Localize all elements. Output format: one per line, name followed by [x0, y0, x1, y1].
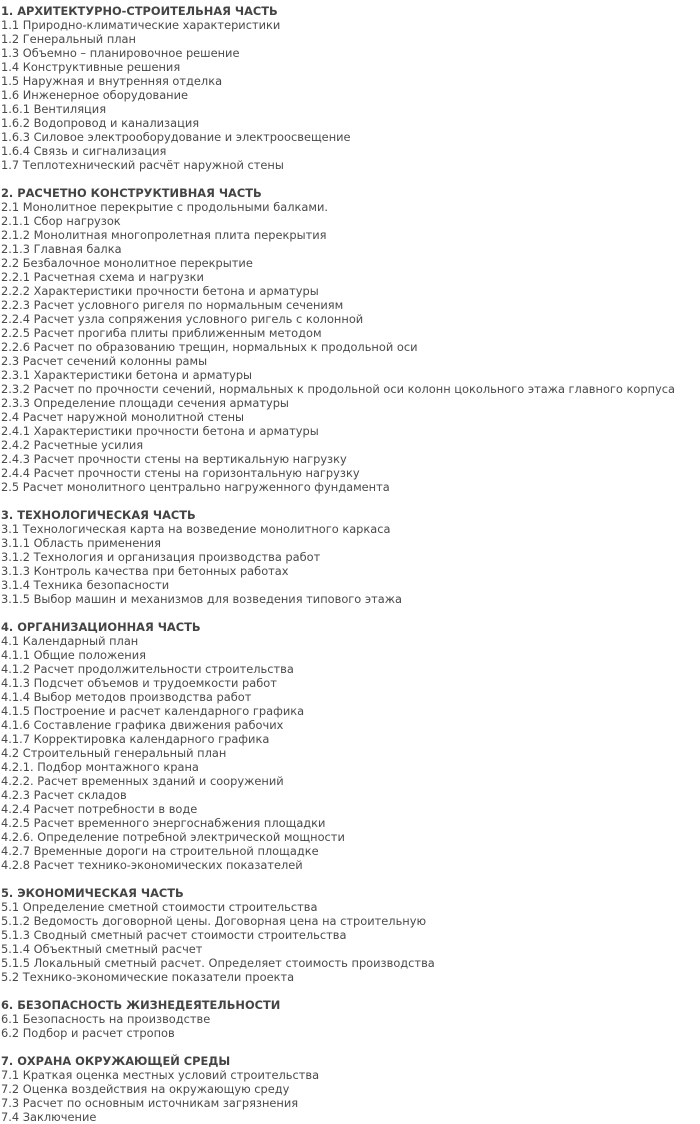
toc-item: 2.1.3 Главная балка [1, 242, 122, 256]
toc-section [1, 886, 700, 984]
toc-item: 3.1.5 Выбор машин и механизмов для возведения типового этажа [1, 592, 402, 606]
toc-item: 5.1.4 Объектный сметный расчет [1, 942, 203, 956]
toc-item: 5.2 Технико-экономические показатели проекта [1, 970, 295, 984]
toc-item: 2.2.2 Характеристики прочности бетона и арматуры [1, 284, 319, 298]
toc-item: 1.2 Генеральный план [1, 32, 136, 46]
toc-item: 2.3.2 Расчет по прочности сечений, нормальных к продольной оси колонн цокольного этажа главного корпуса [1, 382, 676, 396]
toc-item: 2.3.3 Определение площади сечения арматуры [1, 396, 289, 410]
toc-item: 2.5 Расчет монолитного центрально нагруженного фундамента [1, 480, 390, 494]
toc-section [1, 508, 700, 606]
toc-item: 1.6.2 Водопровод и канализация [1, 116, 200, 130]
toc-item: 4.1.6 Составление графика движения рабочих [1, 718, 284, 732]
toc-item: 2.4.1 Характеристики прочности бетона и арматуры [1, 424, 319, 438]
toc-item: 5.1.2 Ведомость договорной цены. Договорная цена на строительную [1, 914, 427, 928]
toc-item: 2.3 Расчет сечений колонны рамы [1, 354, 208, 368]
toc-item: 1.6 Инженерное оборудование [1, 88, 189, 102]
toc-item: 2.4 Расчет наружной монолитной стены [1, 410, 245, 424]
toc-item: 4.1 Календарный план [1, 634, 139, 648]
toc-item: 7.3 Расчет по основным источникам загрязнения [1, 1096, 299, 1110]
toc-item: 4.2.1. Подбор монтажного крана [1, 760, 199, 774]
toc-item: 4.1.1 Общие положения [1, 648, 146, 662]
toc-item: 2.1 Монолитное перекрытие с продольными балками. [1, 200, 328, 214]
toc-item: 4.2.2. Расчет временных зданий и сооружений [1, 774, 284, 788]
toc-item: 1.3 Объемно – планировочное решение [1, 46, 240, 60]
toc-section [1, 186, 700, 494]
toc-item: 4.2.5 Расчет временного энергоснабжения площадки [1, 816, 326, 830]
section-heading: 4. ОРГАНИЗАЦИОННАЯ ЧАСТЬ [1, 620, 201, 634]
toc-item: 4.2.3 Расчет складов [1, 788, 127, 802]
section-heading: 2. РАСЧЕТНО КОНСТРУКТИВНАЯ ЧАСТЬ [1, 186, 262, 200]
toc-item: 4.2.7 Временные дороги на строительной площадке [1, 844, 319, 858]
toc-item: 2.4.2 Расчетные усилия [1, 438, 144, 452]
toc-section [1, 4, 700, 172]
toc-item: 2.2.5 Расчет прогиба плиты приближенным методом [1, 326, 322, 340]
toc-item: 4.2.6. Определение потребной электрической мощности [1, 830, 345, 844]
toc-item: 3.1.1 Область применения [1, 536, 161, 550]
toc-item: 5.1.5 Локальный сметный расчет. Определяет стоимость производства [1, 956, 435, 970]
toc-item: 1.7 Теплотехнический расчёт наружной стены [1, 158, 284, 172]
toc-item: 4.2.8 Расчет технико-экономических показателей [1, 858, 303, 872]
toc-item: 4.1.5 Построение и расчет календарного графика [1, 704, 305, 718]
toc-item: 1.4 Конструктивные решения [1, 60, 181, 74]
toc-item: 7.4 Заключение [1, 1110, 97, 1124]
toc-item: 4.1.4 Выбор методов производства работ [1, 690, 252, 704]
toc-section [1, 1054, 700, 1124]
toc-item: 4.2 Строительный генеральный план [1, 746, 227, 760]
toc-item: 5.1.3 Сводный сметный расчет стоимости строительства [1, 928, 347, 942]
toc-item: 7.1 Краткая оценка местных условий строительства [1, 1068, 320, 1082]
toc-item: 4.1.2 Расчет продолжительности строительства [1, 662, 294, 676]
section-heading: 5. ЭКОНОМИЧЕСКАЯ ЧАСТЬ [1, 886, 184, 900]
toc-item: 4.2.4 Расчет потребности в воде [1, 802, 198, 816]
toc-item: 1.1 Природно-климатические характеристики [1, 18, 281, 32]
toc-item: 2.2.1 Расчетная схема и нагрузки [1, 270, 204, 284]
toc-item: 2.1.1 Сбор нагрузок [1, 214, 121, 228]
toc-section [1, 998, 700, 1040]
toc-item: 2.4.3 Расчет прочности стены на вертикальную нагрузку [1, 452, 347, 466]
toc-item: 1.6.4 Связь и сигнализация [1, 144, 167, 158]
toc-section [1, 620, 700, 872]
toc-item: 1.6.1 Вентиляция [1, 102, 107, 116]
section-heading: 6. БЕЗОПАСНОСТЬ ЖИЗНЕДЕЯТЕЛЬНОСТИ [1, 998, 281, 1012]
section-heading: 1. АРХИТЕКТУРНО-СТРОИТЕЛЬНАЯ ЧАСТЬ [1, 4, 278, 18]
toc-item: 7.2 Оценка воздействия на окружающую среду [1, 1082, 290, 1096]
toc-item: 2.3.1 Характеристики бетона и арматуры [1, 368, 253, 382]
toc-item: 1.6.3 Силовое электрооборудование и электроосвещение [1, 130, 351, 144]
toc-item: 2.1.2 Монолитная многопролетная плита перекрытия [1, 228, 327, 242]
toc-item: 6.1 Безопасность на производстве [1, 1012, 211, 1026]
toc-item: 1.5 Наружная и внутренняя отделка [1, 74, 223, 88]
section-heading: 7. ОХРАНА ОКРУЖАЮЩЕЙ СРЕДЫ [1, 1054, 231, 1068]
toc-item: 2.4.4 Расчет прочности стены на горизонтальную нагрузку [1, 466, 360, 480]
toc-item: 2.2.6 Расчет по образованию трещин, нормальных к продольной оси [1, 340, 418, 354]
toc-item: 2.2 Безбалочное монолитное перекрытие [1, 256, 253, 270]
toc-item: 4.1.7 Корректировка календарного графика [1, 732, 270, 746]
toc-item: 3.1.3 Контроль качества при бетонных работах [1, 564, 289, 578]
section-heading: 3. ТЕХНОЛОГИЧЕСКАЯ ЧАСТЬ [1, 508, 196, 522]
toc-item: 5.1 Определение сметной стоимости строительства [1, 900, 318, 914]
toc-item: 3.1.4 Техника безопасности [1, 578, 170, 592]
toc-item: 3.1 Технологическая карта на возведение монолитного каркаса [1, 522, 391, 536]
toc-item: 3.1.2 Технология и организация производства работ [1, 550, 321, 564]
toc-item: 2.2.3 Расчет условного ригеля по нормальным сечениям [1, 298, 344, 312]
toc-item: 6.2 Подбор и расчет стропов [1, 1026, 175, 1040]
toc-item: 2.2.4 Расчет узла сопряжения условного ригель с колонной [1, 312, 364, 326]
toc-item: 4.1.3 Подсчет объемов и трудоемкости работ [1, 676, 277, 690]
